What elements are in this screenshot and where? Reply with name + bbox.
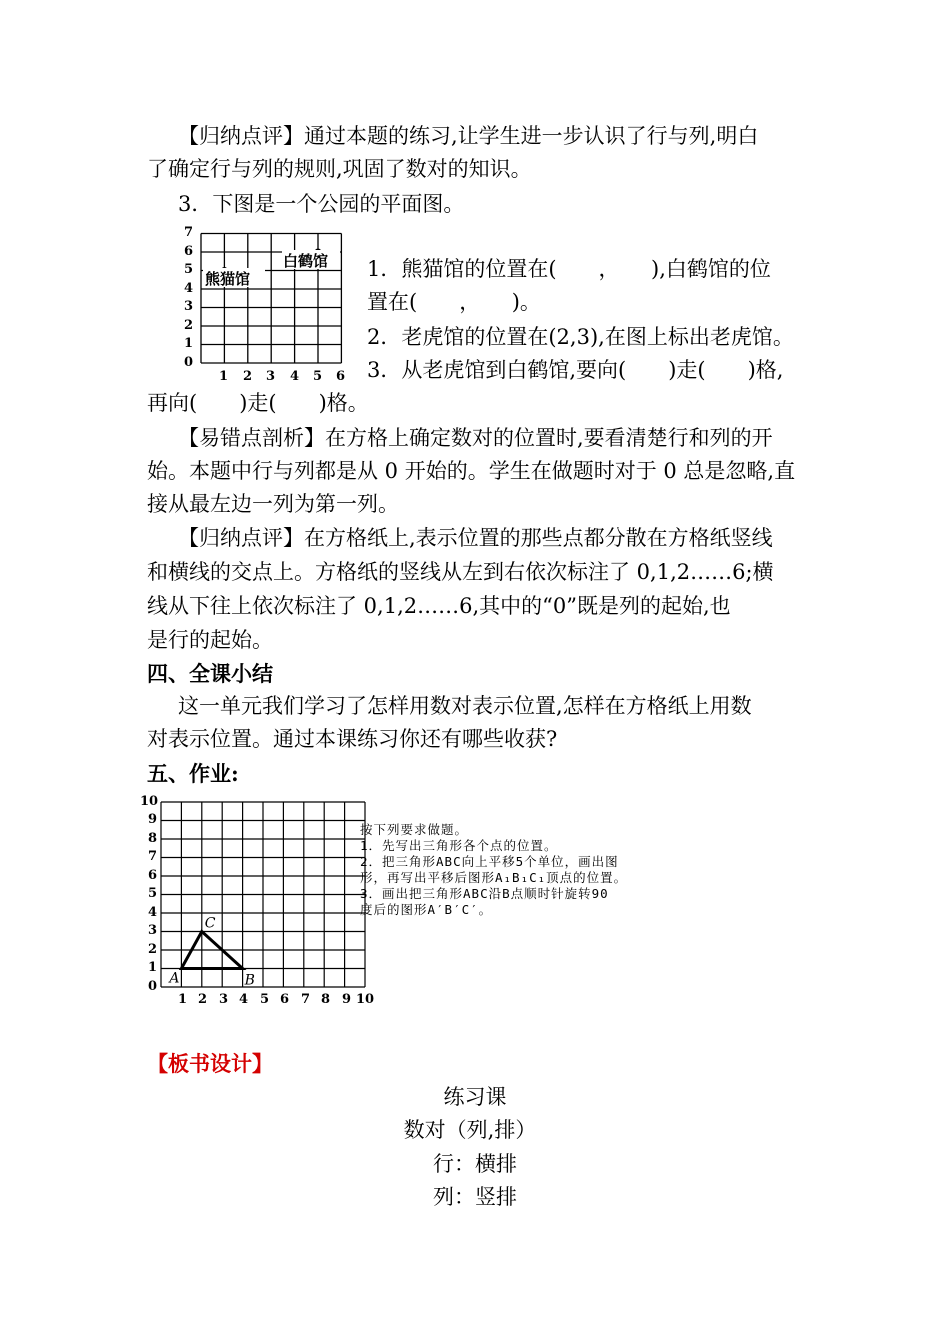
section-4-line-2: 对表示位置。通过本课练习你还有哪些收获?	[147, 727, 558, 751]
park-x-label: 5	[313, 369, 323, 384]
hw-x-label: 1	[178, 992, 188, 1007]
summary2-line-4: 是行的起始。	[147, 628, 273, 652]
board-line-3: 行：横排	[433, 1152, 517, 1176]
summary2-line-1: 【归纳点评】在方格纸上,表示位置的那些点都分散在方格纸竖线	[178, 526, 773, 550]
homework-task-line: 2．把三角形ABC向上平移5个单位，画出图	[360, 854, 619, 869]
hw-x-label: 5	[260, 992, 270, 1007]
homework-task-list	[360, 822, 627, 918]
park-x-label: 3	[266, 369, 276, 384]
homework-task-line: 3．画出把三角形ABC沿B点顺时针旋转90	[360, 886, 609, 901]
hw-y-label: 7	[148, 849, 158, 864]
hw-x-label: 10	[356, 992, 375, 1007]
park-x-label: 6	[336, 369, 346, 384]
homework-grid	[161, 802, 365, 987]
park-y-label: 0	[184, 355, 194, 370]
q3-sub1-line1: 1．熊猫馆的位置在( ， ),白鹤馆的位	[367, 257, 771, 281]
hw-y-label: 0	[148, 979, 158, 994]
park-y-label: 3	[184, 299, 194, 314]
section-5-heading: 五、作业:	[147, 761, 239, 786]
park-grid-figure	[168, 222, 358, 384]
park-y-axis-labels	[184, 225, 193, 370]
hw-y-label: 2	[148, 942, 158, 957]
hw-x-label: 2	[198, 992, 208, 1007]
hw-y-label: 8	[148, 831, 158, 846]
park-x-label: 1	[219, 369, 229, 384]
park-y-label: 4	[184, 281, 194, 296]
homework-task-line: 形，再写出平移后图形A₁B₁C₁顶点的位置。	[360, 870, 628, 885]
summary-line-2: 了确定行与列的规则,巩固了数对的知识。	[147, 157, 532, 181]
hw-y-label: 6	[148, 868, 158, 883]
homework-x-axis-labels	[178, 992, 374, 1007]
park-y-label: 1	[184, 336, 194, 351]
q3-sub1-line2: 置在( ， )。	[367, 290, 541, 314]
vertex-label-a: A	[169, 970, 180, 987]
hw-y-label: 5	[148, 886, 158, 901]
board-line-1: 练习课	[443, 1085, 507, 1109]
analysis-line-2: 始。本题中行与列都是从 0 开始的。学生在做题时对于 0 总是忽略,直	[147, 459, 796, 483]
vertex-label-b: B	[244, 972, 255, 989]
section-4-line-1: 这一单元我们学习了怎样用数对表示位置,怎样在方格纸上用数	[178, 694, 752, 718]
park-y-label: 2	[184, 318, 194, 333]
analysis-line-1: 【易错点剖析】在方格上确定数对的位置时,要看清楚行和列的开	[178, 426, 773, 450]
hw-x-label: 9	[342, 992, 352, 1007]
summary2-line-2: 和横线的交点上。方格纸的竖线从左到右依次标注了 0,1,2……6;横	[147, 560, 774, 584]
homework-task-line: 按下列要求做题。	[360, 822, 469, 837]
q3-sub3-line2: 再向( )走( )格。	[147, 391, 369, 415]
park-x-label: 4	[290, 369, 300, 384]
board-line-2: 数对（列,排）	[403, 1118, 537, 1142]
park-y-label: 7	[184, 225, 194, 240]
hw-y-label: 9	[148, 812, 158, 827]
park-y-label: 5	[184, 262, 194, 277]
analysis-line-3: 接从最左边一列为第一列。	[147, 492, 399, 516]
homework-task-line: 1．先写出三角形各个点的位置。	[360, 838, 558, 853]
homework-grid-figure	[140, 790, 380, 1010]
vertex-label-c: C	[204, 915, 216, 932]
hw-y-label: 3	[148, 923, 158, 938]
hw-x-label: 7	[301, 992, 311, 1007]
board-design-heading: 【板书设计】	[147, 1051, 273, 1076]
park-x-axis-labels	[219, 369, 345, 384]
homework-y-axis-labels	[140, 794, 158, 994]
hw-x-label: 4	[239, 992, 249, 1007]
park-x-label: 2	[243, 369, 253, 384]
triangle-abc	[167, 916, 254, 989]
question-3-intro: 3．下图是一个公园的平面图。	[178, 192, 465, 216]
homework-task-line: 度后的图形A′B′C′。	[360, 902, 493, 917]
hw-y-label: 10	[140, 794, 159, 809]
summary-line-1: 【归纳点评】通过本题的练习,让学生进一步认识了行与列,明白	[178, 124, 759, 148]
board-line-4: 列：竖排	[433, 1185, 517, 1209]
hw-y-label: 4	[148, 905, 158, 920]
q3-sub3-line1: 3．从老虎馆到白鹤馆,要向( )走( )格,	[367, 358, 784, 382]
section-4-heading: 四、全课小结	[147, 661, 273, 686]
summary2-line-3: 线从下往上依次标注了 0,1,2……6,其中的“0”既是列的起始,也	[147, 594, 731, 618]
hw-x-label: 3	[219, 992, 229, 1007]
park-y-label: 6	[184, 244, 194, 259]
q3-sub2: 2．老虎馆的位置在(2,3),在图上标出老虎馆。	[367, 325, 794, 349]
panda-house-label: 熊猫馆	[205, 270, 251, 288]
hw-x-label: 8	[321, 992, 331, 1007]
hw-y-label: 1	[148, 960, 158, 975]
crane-house-label: 白鹤馆	[283, 252, 329, 270]
hw-x-label: 6	[280, 992, 290, 1007]
